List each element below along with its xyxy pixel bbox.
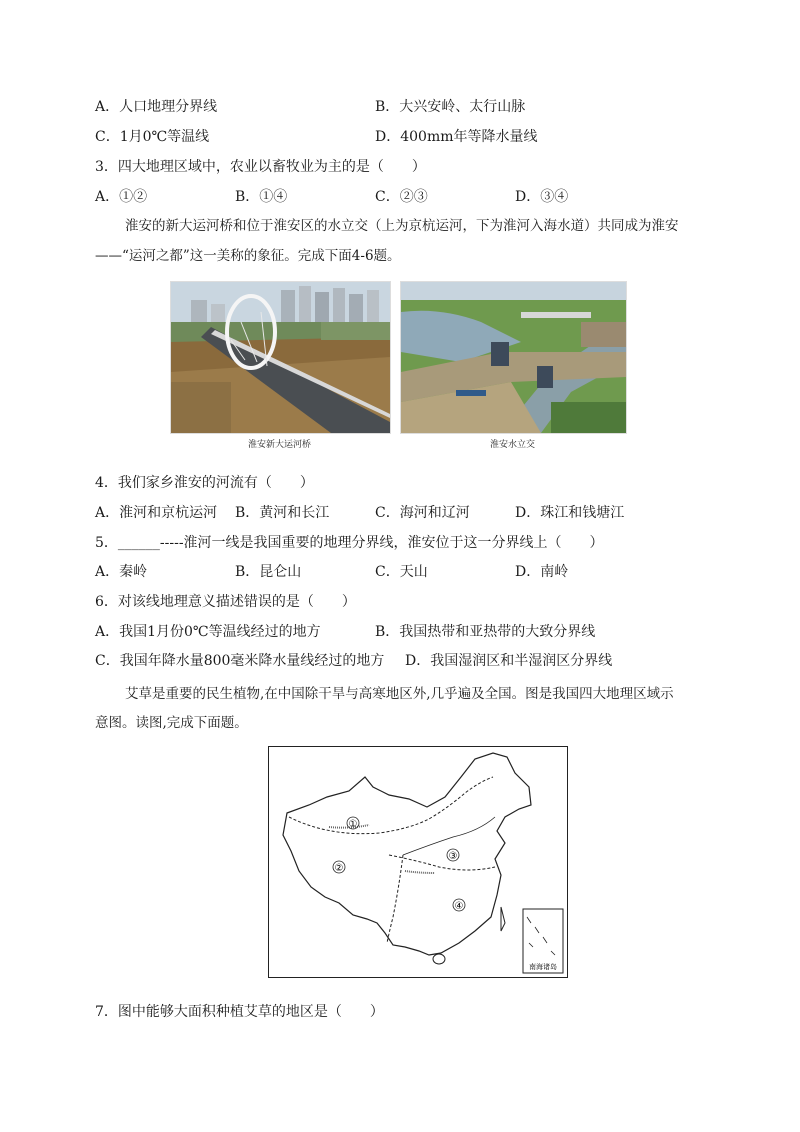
q6-option-b: B．我国热带和亚热带的大致分界线 <box>375 624 596 640</box>
passage2-line2: 意图。读图,完成下面题。 <box>95 715 248 731</box>
q4-option-b: B．黄河和长江 <box>235 505 330 521</box>
q4-stem: 4．我们家乡淮安的河流有（ ） <box>95 475 314 491</box>
passage2-line1: 艾草是重要的民生植物,在中国除干旱与高寒地区外,几乎遍及全国。图是我国四大地理区域示 <box>125 686 674 702</box>
q4-option-c: C．海河和辽河 <box>375 505 470 521</box>
q4-option-d: D．珠江和钱塘江 <box>515 505 625 521</box>
q3-option-d: D．③④ <box>515 189 569 205</box>
q5-option-b: B．昆仑山 <box>235 564 302 580</box>
q6-option-d: D．我国湿润区和半湿润区分界线 <box>405 653 613 669</box>
q4-option-a: A．淮河和京杭运河 <box>95 505 218 521</box>
china-regions-map <box>268 746 568 978</box>
water-crossing-illustration <box>401 282 626 433</box>
bridge-photo <box>170 281 391 434</box>
inset-label: 南海诸岛 <box>529 963 557 971</box>
q6-stem: 6．对该线地理意义描述错误的是（ ） <box>95 594 356 610</box>
q5-option-c: C．天山 <box>375 564 428 580</box>
passage1-line2: ——“运河之都”这一美称的象征。完成下面4-6题。 <box>95 248 401 264</box>
q5-option-a: A．秦岭 <box>95 564 148 580</box>
q3-option-b: B．①④ <box>235 189 288 205</box>
q6-option-a: A．我国1月份0℃等温线经过的地方 <box>95 624 321 640</box>
map-label-2: ② <box>334 863 344 874</box>
water-crossing-photo-caption: 淮安水立交 <box>489 440 535 450</box>
q5-stem: 5．______-----淮河一线是我国重要的地理分界线，淮安位于这一分界线上（ ） <box>95 535 604 551</box>
map-label-1: ① <box>348 819 358 830</box>
q2-option-c: C．1月0℃等温线 <box>95 129 210 145</box>
bridge-photo-caption: 淮安新大运河桥 <box>247 440 311 450</box>
q2-option-b: B．大兴安岭、太行山脉 <box>375 99 526 115</box>
water-crossing-photo <box>400 281 627 434</box>
q2-option-a: A．人口地理分界线 <box>95 99 218 115</box>
q6-option-c: C．我国年降水量800毫米降水量线经过的地方 <box>95 653 385 669</box>
china-outline-drawing <box>269 747 567 977</box>
q3-option-c: C．②③ <box>375 189 428 205</box>
q3-stem: 3．四大地理区域中，农业以畜牧业为主的是（ ） <box>95 159 426 175</box>
q7-stem: 7．图中能够大面积种植艾草的地区是（ ） <box>95 1004 384 1020</box>
q2-option-d: D．400mm年等降水量线 <box>375 129 538 145</box>
q3-option-a: A．①② <box>95 189 148 205</box>
map-label-4: ④ <box>454 901 464 912</box>
passage1-line1: 淮安的新大运河桥和位于淮安区的水立交（上为京杭运河，下为淮河入海水道）共同成为淮安 <box>125 218 679 234</box>
map-label-3: ③ <box>448 851 458 862</box>
bridge-illustration <box>171 282 390 433</box>
q5-option-d: D．南岭 <box>515 564 569 580</box>
